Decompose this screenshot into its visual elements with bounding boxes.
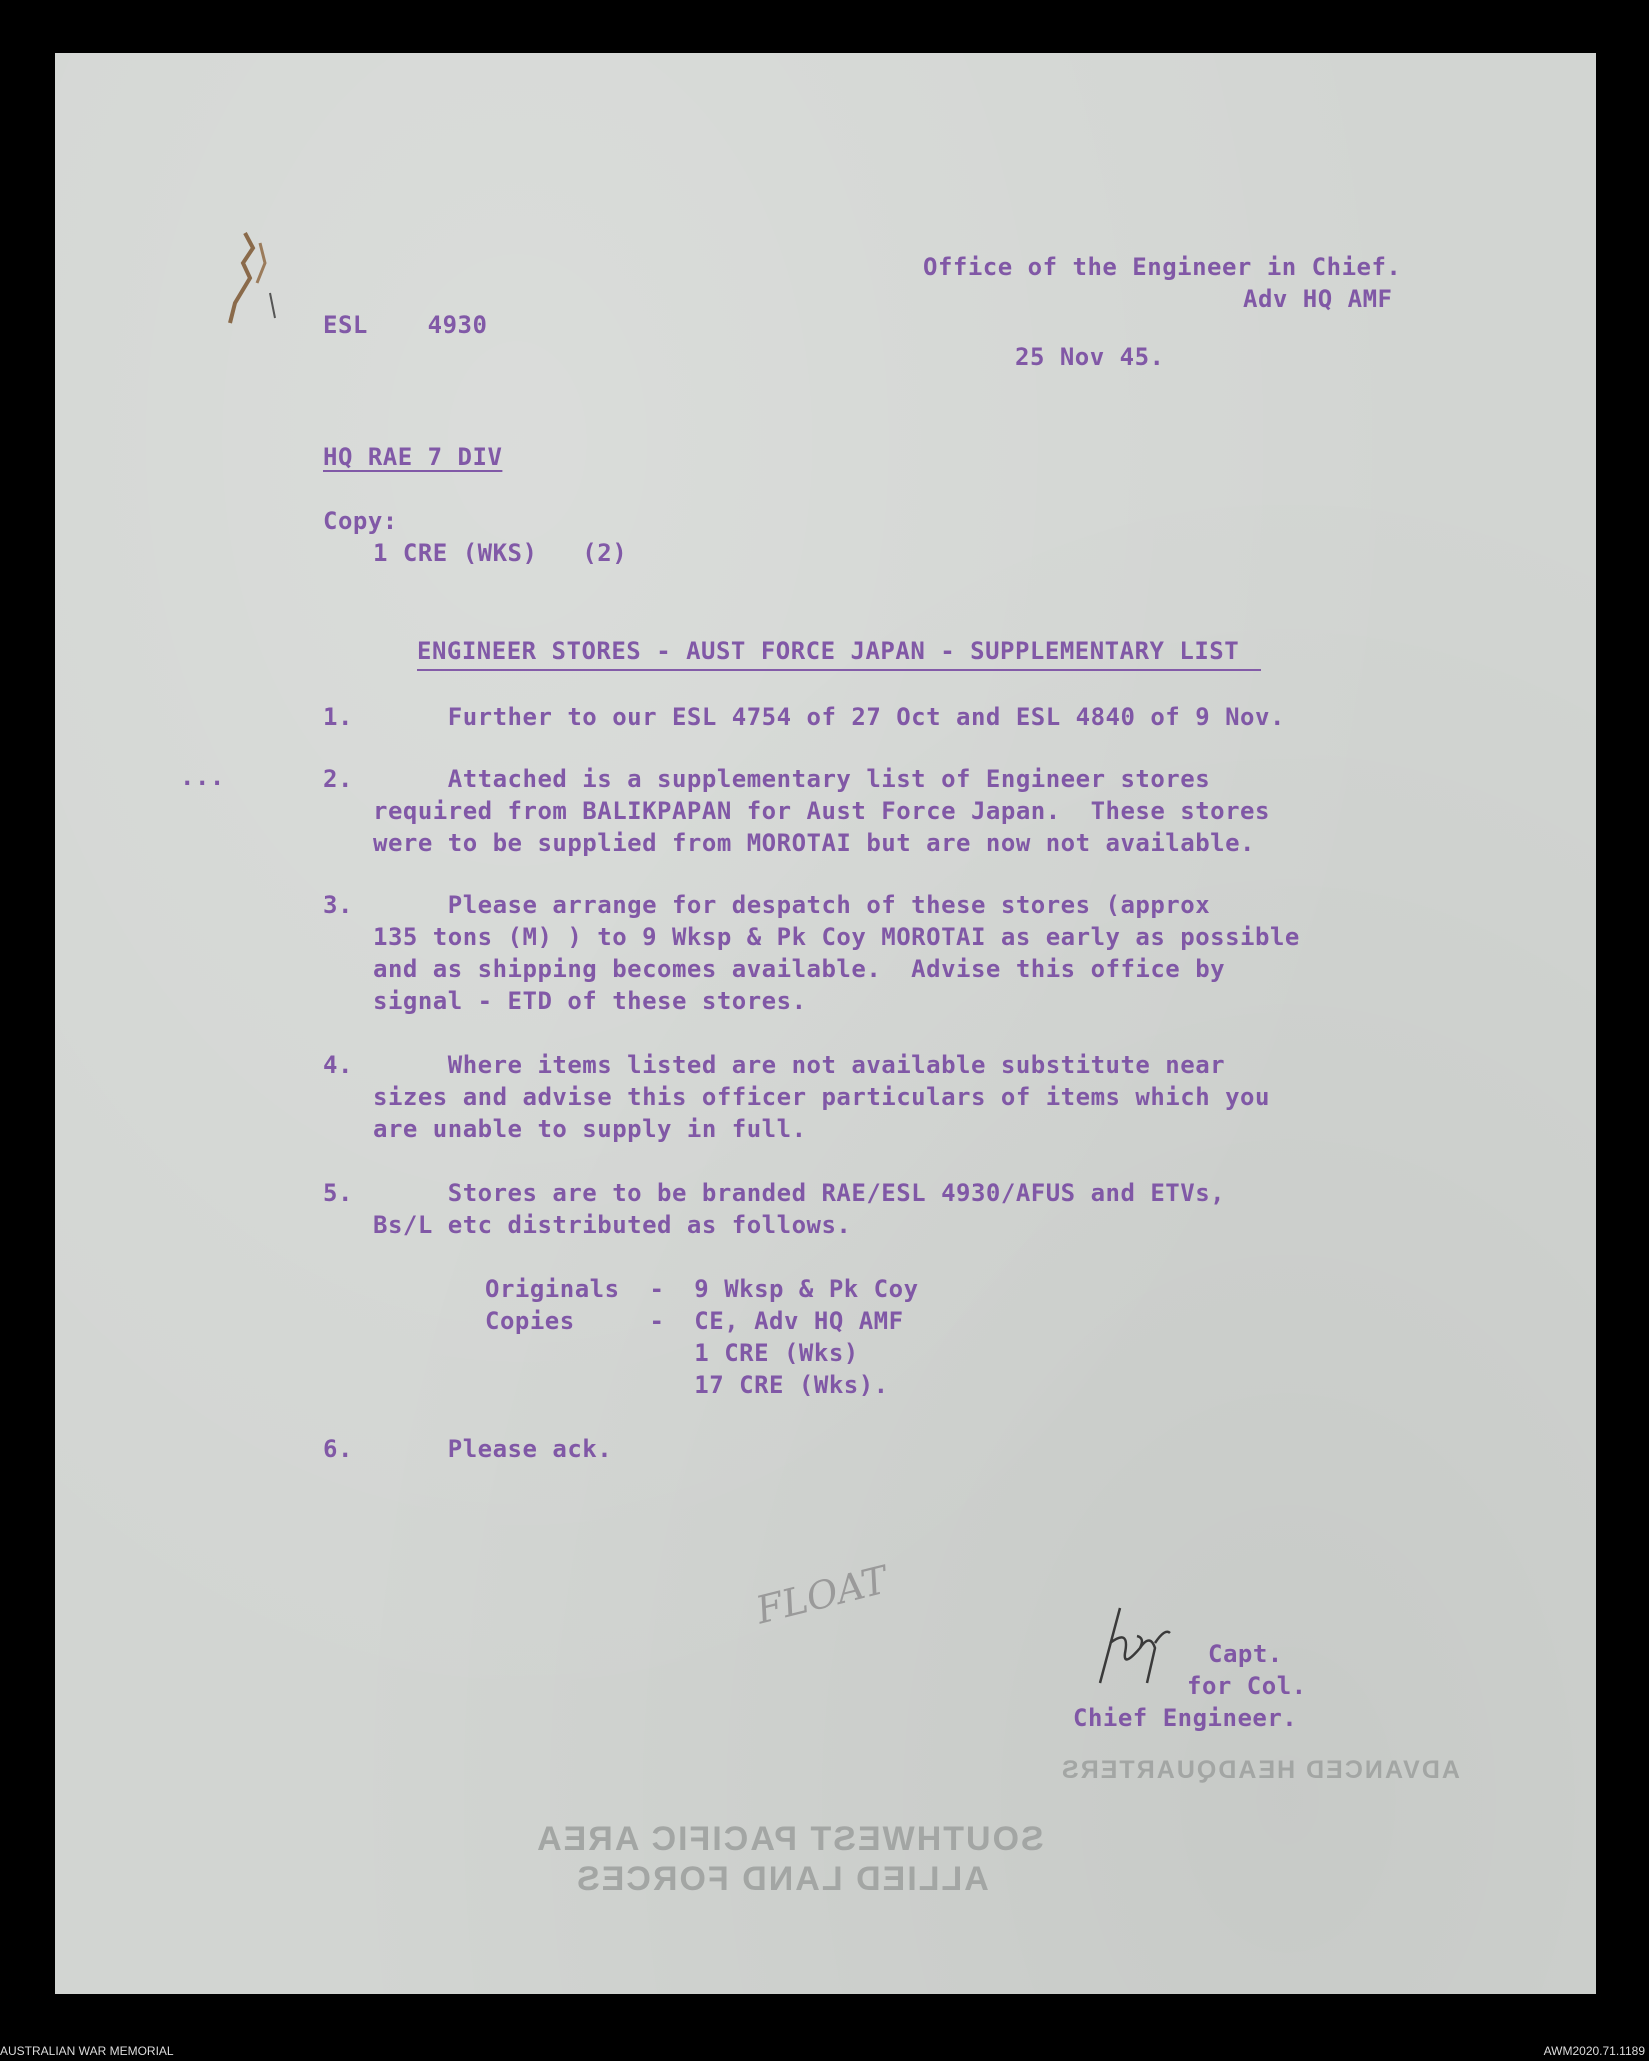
footer-right: AWM2020.71.1189 [1543, 2044, 1645, 2058]
paragraph-line: 135 tons (M) ) to 9 Wksp & Pk Coy MOROTAI as early as possible [373, 923, 1300, 951]
office-line-2: Adv HQ AMF [1243, 285, 1393, 313]
paragraph-number: 4. [323, 1051, 353, 1079]
distribution-line: 1 CRE (Wks) [485, 1339, 859, 1367]
paragraph-line: sizes and advise this officer particulars of items which you [373, 1083, 1270, 1111]
distribution-line: Copies - CE, Adv HQ AMF [485, 1307, 904, 1335]
addressee: HQ RAE 7 DIV [323, 443, 503, 471]
signature-title: Chief Engineer. [1073, 1704, 1298, 1732]
document-page [55, 53, 1596, 1994]
paragraph-line: Please arrange for despatch of these stores (approx [373, 891, 1211, 919]
signature [1085, 1588, 1175, 1698]
paragraph-line: Attached is a supplementary list of Engineer stores [373, 765, 1211, 793]
footer-left: AUSTRALIAN WAR MEMORIAL [0, 2044, 174, 2058]
stamp-line-1: ADVANCED HEADQUARTERS [1060, 1756, 1460, 1784]
paper-tear-mark [215, 223, 285, 333]
subject-underline [417, 669, 1261, 671]
paragraph-number: 2. [323, 765, 353, 793]
paragraph-line: Where items listed are not available substitute near [373, 1051, 1226, 1079]
paragraph-number: 1. [323, 703, 353, 731]
margin-mark: ... [180, 763, 225, 791]
paragraph-line: are unable to supply in full. [373, 1115, 807, 1143]
distribution-line: 17 CRE (Wks). [485, 1371, 889, 1399]
paragraph-line: Bs/L etc distributed as follows. [373, 1211, 852, 1239]
paragraph-line: Stores are to be branded RAE/ESL 4930/AFUS and ETVs, [373, 1179, 1226, 1207]
paragraph-line: and as shipping becomes available. Advise this office by [373, 955, 1226, 983]
distribution-line: Originals - 9 Wksp & Pk Coy [485, 1275, 919, 1303]
paragraph-number: 3. [323, 891, 353, 919]
signature-rank: Capt. [1208, 1640, 1283, 1668]
copy-label: Copy: [323, 507, 398, 535]
stamp-line-3: ALLIED LAND FORCES [575, 1860, 989, 1898]
paragraph-line: Please ack. [373, 1435, 613, 1463]
paragraph-number: 5. [323, 1179, 353, 1207]
subject-heading: ENGINEER STORES - AUST FORCE JAPAN - SUPPLEMENTARY LIST [417, 637, 1240, 665]
stamp-line-2: SOUTHWEST PACIFIC AREA [535, 1820, 1044, 1858]
paragraph-line: were to be supplied from MOROTAI but are now not available. [373, 829, 1256, 857]
letter-date: 25 Nov 45. [1015, 343, 1165, 371]
paragraph-number: 6. [323, 1435, 353, 1463]
copy-recipient: 1 CRE (WKS) (2) [373, 539, 628, 567]
office-line-1: Office of the Engineer in Chief. [923, 253, 1402, 281]
paragraph-line: required from BALIKPAPAN for Aust Force Japan. These stores [373, 797, 1270, 825]
reference-number: ESL 4930 [323, 311, 488, 339]
handwritten-note: FLOAT [751, 1557, 892, 1633]
signature-for-line: for Col. [1187, 1672, 1307, 1700]
paragraph-line: Further to our ESL 4754 of 27 Oct and ESL 4840 of 9 Nov. [373, 703, 1285, 731]
paragraph-line: signal - ETD of these stores. [373, 987, 807, 1015]
